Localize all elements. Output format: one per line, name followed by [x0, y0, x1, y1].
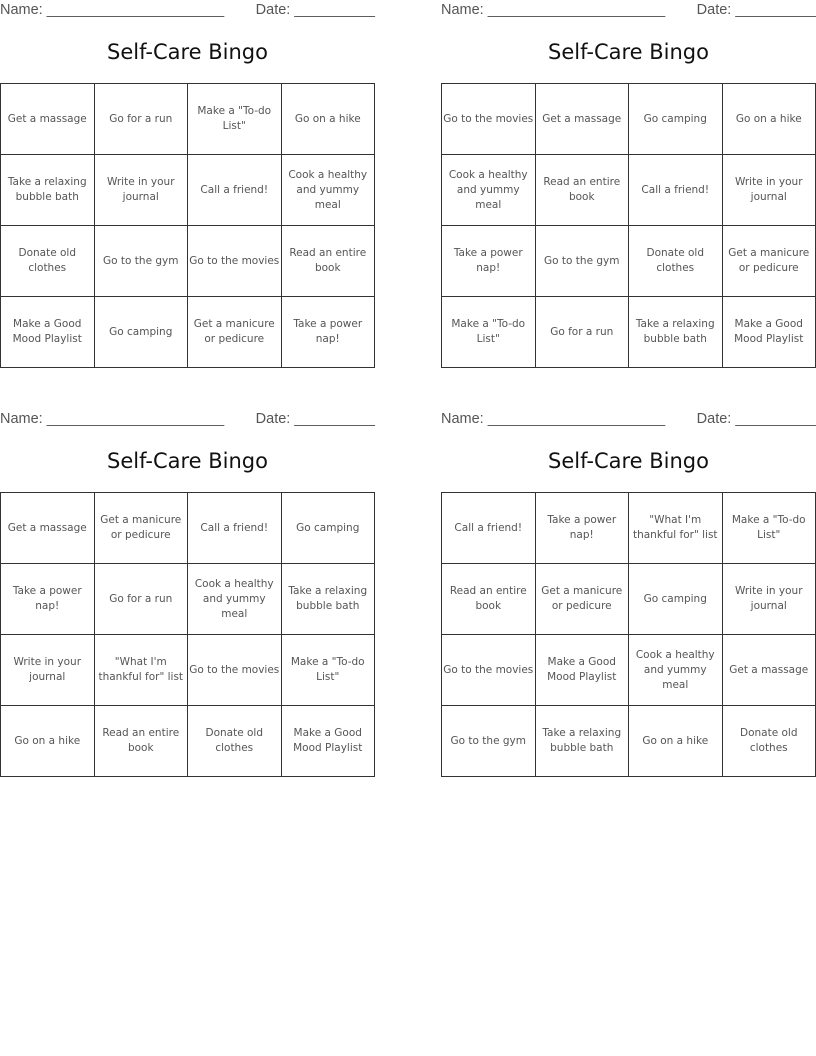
bingo-cell[interactable]: Make a "To-do List"	[281, 635, 375, 706]
bingo-cell[interactable]: Make a Good Mood Playlist	[535, 635, 629, 706]
name-field[interactable]: Name: ______________________	[441, 2, 666, 18]
card-title: Self-Care Bingo	[548, 40, 709, 64]
bingo-cell[interactable]: Take a power nap!	[1, 564, 95, 635]
bingo-cell[interactable]: Go to the movies	[442, 84, 536, 155]
bingo-cell[interactable]: Read an entire book	[442, 564, 536, 635]
grid-row	[1, 226, 375, 297]
bingo-cell[interactable]: Go camping	[629, 564, 723, 635]
bingo-cell[interactable]: Get a massage	[535, 84, 629, 155]
bingo-grid	[441, 83, 816, 368]
bingo-cell[interactable]: Write in your journal	[722, 155, 816, 226]
bingo-cell[interactable]: Get a manicure or pedicure	[94, 493, 188, 564]
bingo-cell[interactable]: Make a "To-do List"	[722, 493, 816, 564]
name-date-row	[0, 0, 375, 22]
bingo-cell[interactable]: Make a Good Mood Playlist	[1, 297, 95, 368]
card-title: Self-Care Bingo	[548, 449, 709, 473]
bingo-cell[interactable]: Make a "To-do List"	[442, 297, 536, 368]
date-field[interactable]: Date: __________	[255, 2, 375, 18]
name-date-row	[441, 409, 816, 431]
bingo-cell[interactable]: Cook a healthy and yummy meal	[281, 155, 375, 226]
bingo-cell[interactable]: Make a Good Mood Playlist	[281, 706, 375, 777]
grid-row	[442, 226, 816, 297]
bingo-grid	[0, 83, 375, 368]
bingo-cell[interactable]: Go on a hike	[281, 84, 375, 155]
grid-row	[1, 84, 375, 155]
bingo-card	[441, 0, 816, 345]
bingo-cell[interactable]: Go on a hike	[1, 706, 95, 777]
grid-row	[442, 706, 816, 777]
bingo-cell[interactable]: Go to the movies	[188, 635, 282, 706]
bingo-cell[interactable]: Cook a healthy and yummy meal	[188, 564, 282, 635]
bingo-cell[interactable]: Donate old clothes	[1, 226, 95, 297]
bingo-card	[0, 0, 375, 345]
bingo-cell[interactable]: Get a massage	[722, 635, 816, 706]
bingo-cell[interactable]: Read an entire book	[535, 155, 629, 226]
bingo-cell[interactable]: Call a friend!	[629, 155, 723, 226]
name-field[interactable]: Name: ______________________	[0, 2, 225, 18]
bingo-cell[interactable]: Call a friend!	[442, 493, 536, 564]
grid-row	[442, 155, 816, 226]
card-title: Self-Care Bingo	[107, 449, 268, 473]
bingo-cell[interactable]: Go on a hike	[722, 84, 816, 155]
bingo-cell[interactable]: Call a friend!	[188, 155, 282, 226]
bingo-cell[interactable]: Cook a healthy and yummy meal	[442, 155, 536, 226]
date-field[interactable]: Date: __________	[255, 411, 375, 427]
grid-row	[442, 493, 816, 564]
bingo-cell[interactable]: "What I'm thankful for" list	[94, 635, 188, 706]
bingo-grid	[0, 492, 375, 777]
bingo-cell[interactable]: Take a relaxing bubble bath	[629, 297, 723, 368]
bingo-cell[interactable]: Get a massage	[1, 84, 95, 155]
grid-row	[442, 84, 816, 155]
name-date-row	[0, 409, 375, 431]
bingo-cell[interactable]: Go on a hike	[629, 706, 723, 777]
bingo-cell[interactable]: Take a power nap!	[442, 226, 536, 297]
bingo-cell[interactable]: Take a power nap!	[535, 493, 629, 564]
bingo-cell[interactable]: Donate old clothes	[188, 706, 282, 777]
grid-row	[1, 635, 375, 706]
bingo-cell[interactable]: Go to the movies	[442, 635, 536, 706]
grid-row	[1, 706, 375, 777]
bingo-cell[interactable]: Take a power nap!	[281, 297, 375, 368]
name-date-row	[441, 0, 816, 22]
bingo-cell[interactable]: Take a relaxing bubble bath	[535, 706, 629, 777]
bingo-cell[interactable]: Go for a run	[535, 297, 629, 368]
bingo-cell[interactable]: Cook a healthy and yummy meal	[629, 635, 723, 706]
grid-row	[442, 635, 816, 706]
grid-row	[442, 564, 816, 635]
bingo-cell[interactable]: Get a massage	[1, 493, 95, 564]
bingo-cell[interactable]: Write in your journal	[722, 564, 816, 635]
grid-row	[1, 493, 375, 564]
bingo-cell[interactable]: Go for a run	[94, 84, 188, 155]
date-field[interactable]: Date: __________	[696, 2, 816, 18]
grid-row	[1, 564, 375, 635]
bingo-cell[interactable]: Go camping	[629, 84, 723, 155]
date-field[interactable]: Date: __________	[696, 411, 816, 427]
bingo-cell[interactable]: Go to the gym	[442, 706, 536, 777]
bingo-cell[interactable]: Take a relaxing bubble bath	[281, 564, 375, 635]
bingo-cell[interactable]: Make a "To-do List"	[188, 84, 282, 155]
card-title: Self-Care Bingo	[107, 40, 268, 64]
bingo-cell[interactable]: Read an entire book	[94, 706, 188, 777]
grid-row	[1, 297, 375, 368]
bingo-cell[interactable]: Read an entire book	[281, 226, 375, 297]
bingo-cell[interactable]: Go camping	[281, 493, 375, 564]
bingo-cell[interactable]: Donate old clothes	[629, 226, 723, 297]
bingo-card	[441, 409, 816, 754]
bingo-cell[interactable]: Go camping	[94, 297, 188, 368]
bingo-cell[interactable]: Make a Good Mood Playlist	[722, 297, 816, 368]
bingo-cell[interactable]: Donate old clothes	[722, 706, 816, 777]
bingo-cell[interactable]: Get a manicure or pedicure	[188, 297, 282, 368]
name-field[interactable]: Name: ______________________	[441, 411, 666, 427]
bingo-cell[interactable]: Write in your journal	[1, 635, 95, 706]
bingo-cell[interactable]: Call a friend!	[188, 493, 282, 564]
bingo-grid	[441, 492, 816, 777]
bingo-cell[interactable]: Go to the gym	[94, 226, 188, 297]
name-field[interactable]: Name: ______________________	[0, 411, 225, 427]
bingo-cell[interactable]: Go for a run	[94, 564, 188, 635]
bingo-cell[interactable]: Go to the gym	[535, 226, 629, 297]
bingo-cell[interactable]: Go to the movies	[188, 226, 282, 297]
grid-row	[442, 297, 816, 368]
bingo-cell[interactable]: Take a relaxing bubble bath	[1, 155, 95, 226]
bingo-cell[interactable]: Get a manicure or pedicure	[722, 226, 816, 297]
grid-row	[1, 155, 375, 226]
bingo-cell[interactable]: Get a manicure or pedicure	[535, 564, 629, 635]
bingo-cell[interactable]: Write in your journal	[94, 155, 188, 226]
bingo-card	[0, 409, 375, 754]
bingo-cell[interactable]: "What I'm thankful for" list	[629, 493, 723, 564]
